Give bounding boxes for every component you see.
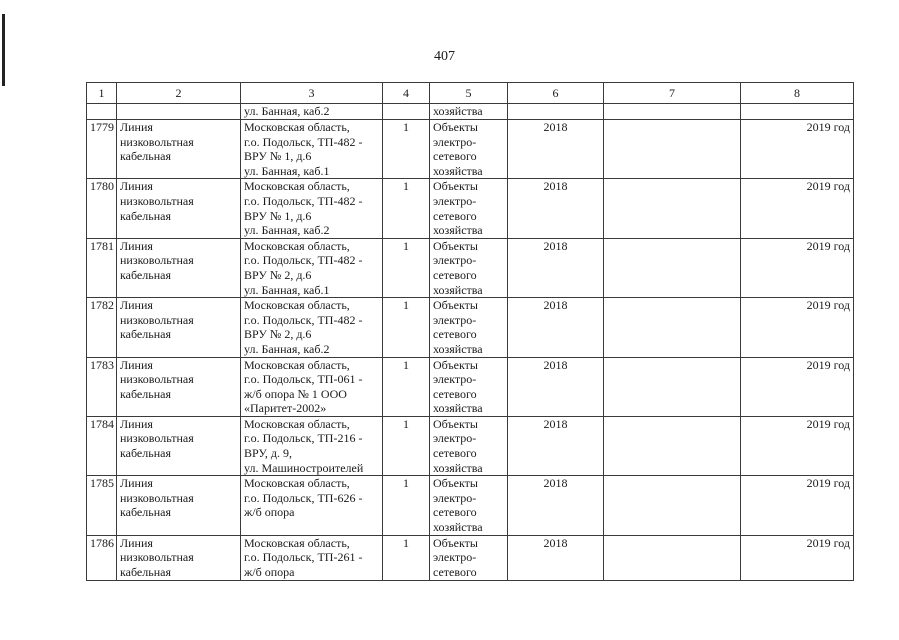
type-cell-line: Объекты [433,476,478,491]
quantity-cell: 1 [383,120,430,179]
quantity-cell: 1 [383,298,430,357]
term-cell: 2019 год [741,416,854,475]
quantity-cell: 1 [383,357,430,416]
type-cell-line: сетевого [433,446,477,461]
term-cell: 2019 год [741,535,854,580]
year-cell: 2018 [508,120,604,179]
name-cell [117,476,241,535]
name-cell-line: кабельная [120,564,171,579]
column-header-8: 8 [741,83,854,104]
address-cell-line: ВРУ № 2, д.6 [244,267,312,282]
name-cell [117,535,241,580]
address-cell-line: ВРУ № 2, д.6 [244,327,312,342]
table-row [87,476,854,535]
type-cell [430,120,508,179]
address-cell-line: ж/б опора [244,564,295,579]
quantity-cell: 1 [383,179,430,238]
address-cell-line: «Паритет-2002» [244,401,327,416]
row-number-cell: 1781 [87,238,117,297]
address-cell [241,179,383,238]
address-cell-line: ж/б опора № 1 ООО [244,386,347,401]
type-cell-line: хозяйства [433,341,483,356]
name-cell [117,238,241,297]
year-cell: 2018 [508,179,604,238]
column-header-3: 3 [241,83,383,104]
address-cell-line: Московская область, [244,416,350,431]
term-cell: 2019 год [741,238,854,297]
address-cell-line: г.о. Подольск, ТП-061 - [244,372,363,387]
name-cell-line: низковольтная [120,312,194,327]
type-cell-line: сетевого [433,564,477,579]
name-cell-line: Линия [120,476,153,491]
table-row [87,535,854,580]
name-cell-line: низковольтная [120,372,194,387]
address-cell [241,476,383,535]
type-cell-line: электро- [433,431,477,446]
address-cell-line: г.о. Подольск, ТП-482 - [244,312,363,327]
name-cell-line: низковольтная [120,134,194,149]
name-cell [117,298,241,357]
type-cell-line: сетевого [433,505,477,520]
continued-row [87,104,854,120]
address-cell-line: г.о. Подольск, ТП-261 - [244,550,363,565]
continued-term-cell [741,104,854,120]
type-cell-line: Объекты [433,120,478,134]
year-cell: 2018 [508,416,604,475]
term-cell: 2019 год [741,120,854,179]
type-cell-line: сетевого [433,386,477,401]
column-7-cell [604,535,741,580]
address-cell [241,298,383,357]
name-cell-line: низковольтная [120,253,194,268]
column-7-cell [604,357,741,416]
type-cell-line: Объекты [433,179,478,194]
type-cell-line: хозяйства [433,460,483,475]
address-cell-line: г.о. Подольск, ТП-482 - [244,193,363,208]
quantity-cell: 1 [383,535,430,580]
row-number-cell: 1780 [87,179,117,238]
year-cell: 2018 [508,476,604,535]
row-number-cell: 1783 [87,357,117,416]
type-cell [430,298,508,357]
type-cell-line: хозяйства [433,520,483,535]
type-cell-line: Объекты [433,238,478,253]
type-cell-line: электро- [433,134,477,149]
table-row [87,120,854,179]
name-cell [117,179,241,238]
term-cell: 2019 год [741,179,854,238]
address-cell-line: ул. Банная, каб.2 [244,341,330,356]
type-cell-line: хозяйства [433,163,483,178]
type-cell-line: сетевого [433,327,477,342]
address-cell-line: Московская область, [244,476,350,491]
type-cell-line: электро- [433,550,477,565]
continued-col7-cell [604,104,741,120]
type-cell-line: сетевого [433,208,477,223]
column-7-cell [604,416,741,475]
address-cell [241,416,383,475]
name-cell-line: Линия [120,357,153,372]
type-cell-line: электро- [433,490,477,505]
name-cell-line: кабельная [120,149,171,164]
row-number-cell: 1779 [87,120,117,179]
address-cell-line: Московская область, [244,298,350,313]
type-cell [430,535,508,580]
type-cell-line: электро- [433,193,477,208]
address-cell-line: ул. Банная, каб.2 [244,223,330,238]
address-cell-line: г.о. Подольск, ТП-626 - [244,490,363,505]
address-cell [241,357,383,416]
address-cell-line: ул. Машиностроителей [244,460,364,475]
address-cell-line: ВРУ, д. 9, [244,446,293,461]
page-number: 407 [434,49,455,64]
table-header-row [87,83,854,104]
table-row [87,298,854,357]
table-row [87,357,854,416]
address-cell-line: г.о. Подольск, ТП-482 - [244,134,363,149]
address-cell-line: Московская область, [244,535,350,550]
column-7-cell [604,238,741,297]
name-cell-line: низковольтная [120,550,194,565]
continued-address-cell: ул. Банная, каб.2 [241,104,383,120]
type-cell-line: электро- [433,312,477,327]
table-row [87,416,854,475]
column-header-1: 1 [87,83,117,104]
address-cell [241,535,383,580]
address-cell-line: г.о. Подольск, ТП-216 - [244,431,363,446]
type-cell-line: хозяйства [433,401,483,416]
type-cell-line: Объекты [433,535,478,550]
quantity-cell: 1 [383,476,430,535]
quantity-cell: 1 [383,416,430,475]
address-cell [241,238,383,297]
type-cell-line: электро- [433,372,477,387]
register-table [86,82,854,581]
name-cell-line: Линия [120,238,153,253]
row-number-cell: 1784 [87,416,117,475]
name-cell-line: Линия [120,120,153,134]
year-cell: 2018 [508,357,604,416]
type-cell-line: хозяйства [433,223,483,238]
continued-qty-cell [383,104,430,120]
type-cell-line: сетевого [433,267,477,282]
name-cell-line: кабельная [120,386,171,401]
name-cell [117,357,241,416]
column-header-6: 6 [508,83,604,104]
type-cell-line: сетевого [433,149,477,164]
address-cell-line: ж/б опора [244,505,295,520]
term-cell: 2019 год [741,357,854,416]
column-7-cell [604,298,741,357]
term-cell: 2019 год [741,476,854,535]
name-cell-line: кабельная [120,446,171,461]
name-cell-line: кабельная [120,327,171,342]
address-cell [241,120,383,179]
table-row [87,238,854,297]
name-cell-line: низковольтная [120,431,194,446]
continued-name-cell [117,104,241,120]
name-cell [117,120,241,179]
column-header-5: 5 [430,83,508,104]
name-cell-line: Линия [120,179,153,194]
row-number-cell: 1782 [87,298,117,357]
type-cell [430,416,508,475]
type-cell [430,179,508,238]
table-row [87,179,854,238]
name-cell-line: Линия [120,535,153,550]
continued-type-cell: хозяйства [430,104,508,120]
address-cell-line: ул. Банная, каб.1 [244,163,330,178]
name-cell-line: низковольтная [120,490,194,505]
column-7-cell [604,476,741,535]
row-number-cell: 1785 [87,476,117,535]
year-cell: 2018 [508,298,604,357]
column-7-cell [604,120,741,179]
name-cell-line: низковольтная [120,193,194,208]
type-cell-line: электро- [433,253,477,268]
type-cell-line: Объекты [433,416,478,431]
address-cell-line: Московская область, [244,357,350,372]
type-cell-line: Объекты [433,357,478,372]
name-cell [117,416,241,475]
address-cell-line: Московская область, [244,238,350,253]
continued-year-cell [508,104,604,120]
address-cell-line: ВРУ № 1, д.6 [244,208,312,223]
type-cell-line: хозяйства [433,282,483,297]
type-cell [430,476,508,535]
term-cell: 2019 год [741,298,854,357]
column-header-2: 2 [117,83,241,104]
name-cell-line: кабельная [120,505,171,520]
address-cell-line: Московская область, [244,120,350,134]
year-cell: 2018 [508,238,604,297]
quantity-cell: 1 [383,238,430,297]
name-cell-line: кабельная [120,208,171,223]
row-number-cell: 1786 [87,535,117,580]
table-body [87,83,854,581]
type-cell-line: Объекты [433,298,478,313]
name-cell-line: Линия [120,416,153,431]
continued-num-cell [87,104,117,120]
column-header-4: 4 [383,83,430,104]
column-7-cell [604,179,741,238]
address-cell-line: Московская область, [244,179,350,194]
address-cell-line: ул. Банная, каб.1 [244,282,330,297]
column-header-7: 7 [604,83,741,104]
year-cell: 2018 [508,535,604,580]
name-cell-line: кабельная [120,267,171,282]
address-cell-line: г.о. Подольск, ТП-482 - [244,253,363,268]
address-cell-line: ВРУ № 1, д.6 [244,149,312,164]
type-cell [430,357,508,416]
name-cell-line: Линия [120,298,153,313]
type-cell [430,238,508,297]
